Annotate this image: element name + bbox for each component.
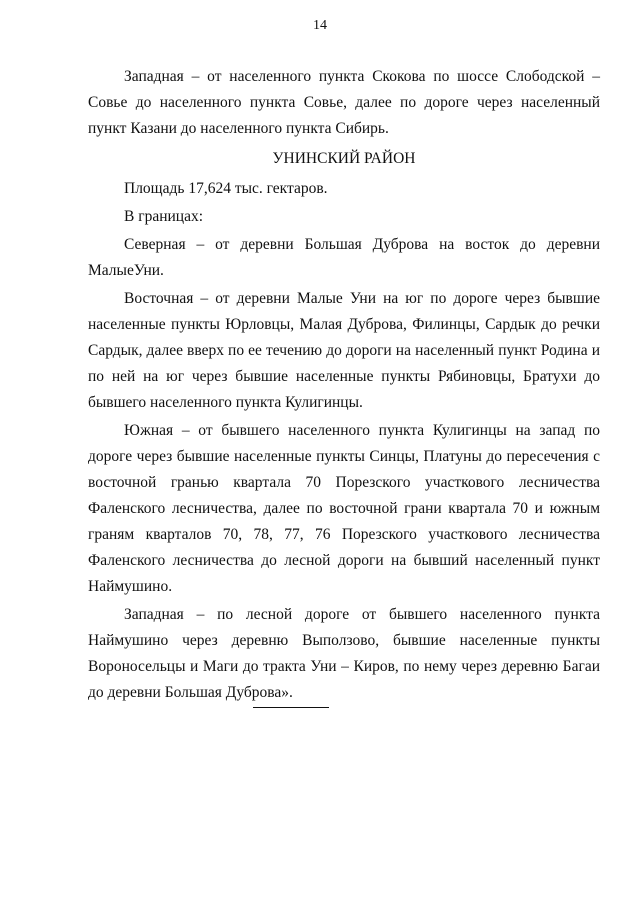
paragraph-east-border: Восточная – от деревни Малые Уни на юг по дороге через бывшие населенные пункты Юрловцы, Малая Дуброва, Филинцы, Сардык до речки Сардык, далее вверх по ее течению до дороги на населенный пункт Родина и по ней на юг через бывшие населенные пункты Рябиновцы, Братухи до бывшего населенного пункта Кулигинцы. [88, 290, 600, 411]
document-body [88, 64, 600, 706]
paragraph-west-border: Западная – по лесной дороге от бывшего населенного пункта Наймушино через деревню Выползово, бывшие населенные пункты Вороносельцы и Маги до тракта Уни – Киров, по нему через деревню Багаи до деревни Большая Дуброва». [88, 606, 600, 701]
closing-rule [253, 707, 329, 708]
district-title: УНИНСКИЙ РАЙОН [272, 150, 416, 167]
paragraph-west-previous: Западная – от населенного пункта Скокова по шоссе Слободской – Совье до населенного пункта Совье, далее по дороге через населенный пункт Казани до населенного пункта Сибирь. [88, 68, 600, 137]
paragraph-north-border: Северная – от деревни Большая Дуброва на восток до деревни МалыеУни. [88, 236, 600, 279]
page-number: 14 [313, 18, 327, 33]
paragraph-south-border: Южная – от бывшего населенного пункта Кулигинцы на запад по дороге через бывшие населенные пункты Синцы, Платуны до пересечения с восточной гранью квартала 70 Порезского участкового лесничества Фаленского лесничества, далее по восточной грани квартала 70 и южным граням кварталов 70, 78, 77, 76 Порезского участкового лесничества Фаленского лесничества до лесной дороги на бывший населенный пункт Наймушино. [88, 422, 600, 595]
paragraph-borders-intro: В границах: [124, 208, 204, 225]
paragraph-area: Площадь 17,624 тыс. гектаров. [124, 180, 328, 197]
